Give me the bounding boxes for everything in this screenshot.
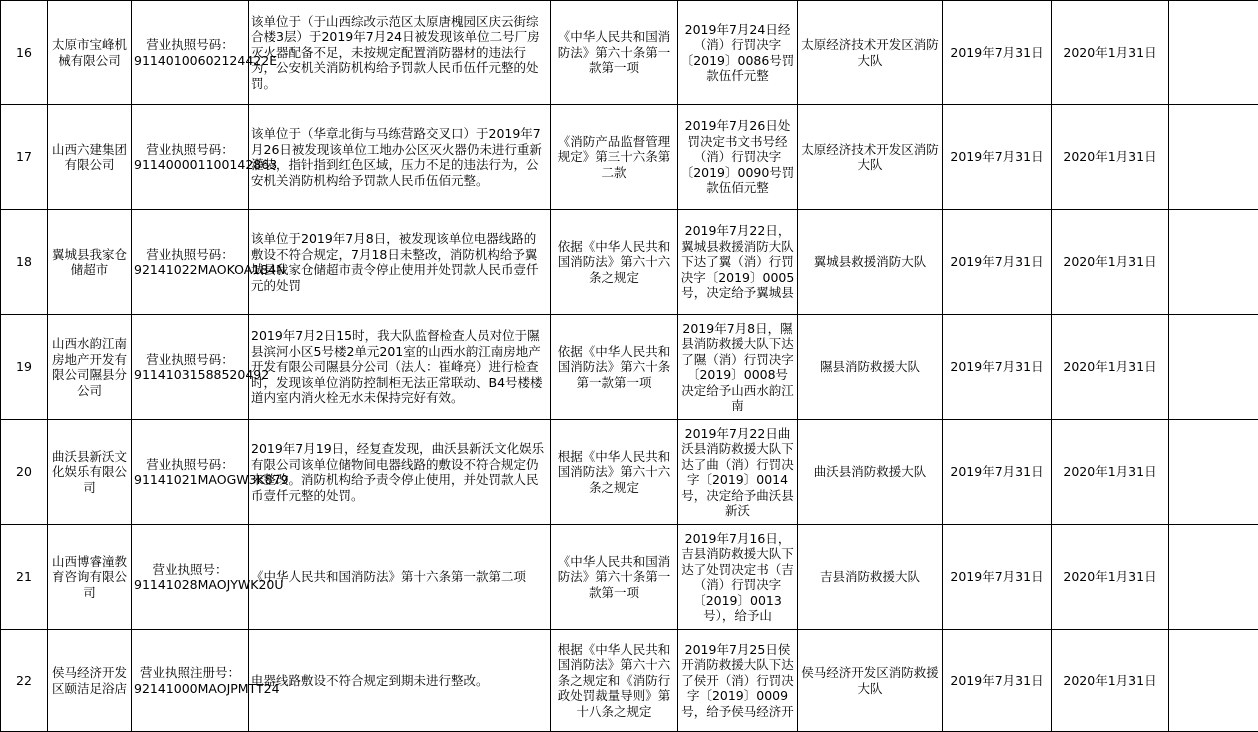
publish-date-text: 2019年7月31日 [950, 149, 1044, 165]
violation-facts-text: 该单位于（华章北街与马练营路交叉口）于2019年7月26日被发现该单位工地办公区灭火器仍未进行重新灌装，指针指到红色区域，压力不足的违法行为，公安机关消防机构给予罚款人民币伍佰元整。 [251, 126, 542, 188]
license-number-text: 营业执照号码：91141031588520492 [134, 351, 270, 382]
penalty-basis-text: 《中华人民共和国消防法》第六十条第一款第一项 [557, 553, 671, 600]
enforcement-authority-cell [798, 315, 943, 420]
license-number-text: 营业执照号码：91141021MAOGW3K879 [134, 456, 289, 487]
penalty-decision-cell [678, 315, 798, 420]
company-name-cell [48, 630, 132, 732]
publish-date-cell [943, 525, 1052, 630]
penalty-basis-cell [551, 105, 678, 210]
publish-date-cell [943, 315, 1052, 420]
violation-facts-text: 2019年7月19日，经复查发现，曲沃县新沃文化娱乐有限公司该单位储物间电器线路的敷设不符合规定仍未整改。消防机构给予责令停止使用，并处罚款人民币壹仟元整的处罚。 [251, 441, 545, 503]
expiry-date-text: 2020年1月31日 [1063, 672, 1157, 688]
penalty-basis-cell [551, 1, 678, 105]
company-name-cell [48, 1, 132, 105]
license-number-text: 营业执照号：91141028MAOJYWK20U [134, 561, 284, 592]
empty-cell [1169, 315, 1258, 420]
row-number-cell [1, 1, 48, 105]
expiry-date-cell [1052, 315, 1169, 420]
penalty-decision-text: 2019年7月26日处罚决定书文书号经（消）行罚决字〔2019〕0090号罚款伍佰元整 [680, 118, 795, 196]
publish-date-text: 2019年7月31日 [950, 254, 1044, 270]
penalty-basis-text: 依据《中华人民共和国消防法》第六十条第一款第一项 [557, 343, 671, 390]
violation-facts-cell [249, 210, 551, 315]
violation-facts-cell [249, 525, 551, 630]
empty-cell [1169, 210, 1258, 315]
expiry-date-cell [1052, 210, 1169, 315]
table-body [1, 1, 1258, 732]
company-name-text: 山西六建集团有限公司 [51, 141, 127, 172]
expiry-date-cell [1052, 105, 1169, 210]
row-number-text: 21 [16, 569, 32, 585]
penalty-basis-text: 《中华人民共和国消防法》第六十条第一款第一项 [557, 29, 671, 76]
license-number-text: 营业执照注册号：92141000MAOJPMTT24 [134, 665, 280, 696]
penalty-basis-cell [551, 210, 678, 315]
row-number-text: 19 [16, 359, 32, 375]
row-number-text: 16 [16, 44, 32, 60]
publish-date-cell [943, 1, 1052, 105]
enforcement-authority-cell [798, 525, 943, 630]
license-number-text: 营业执照号码：911400001100142863 [134, 141, 278, 172]
violation-facts-text: 《中华人民共和国消防法》第十六条第一款第二项 [251, 569, 527, 585]
violation-facts-cell [249, 315, 551, 420]
penalty-decision-cell [678, 210, 798, 315]
company-name-cell [48, 420, 132, 525]
expiry-date-text: 2020年1月31日 [1063, 464, 1157, 480]
expiry-date-text: 2020年1月31日 [1063, 359, 1157, 375]
penalty-decision-text: 2019年7月22日曲沃县消防救援大队下达了曲（消）行罚决字〔2019〕0014号，决定给予曲沃县新沃 [681, 425, 794, 518]
penalty-decision-text: 2019年7月24日经（消）行罚决字〔2019〕0086号罚款伍仟元整 [680, 21, 795, 83]
row-number-text: 20 [16, 464, 32, 480]
enforcement-authority-text: 侯马经济开发区消防救援大队 [801, 665, 939, 696]
expiry-date-cell [1052, 525, 1169, 630]
enforcement-authority-text: 翼城县救援消防大队 [813, 254, 927, 270]
violation-facts-text: 2019年7月2日15时，我大队监督检查人员对位于隰县滨河小区5号楼2单元201室的山西水韵江南房地产开发有限公司隰县分公司（法人：崔峰亮）进行检查时，发现该单位消防控制柜无法正常联动、B4号楼楼道内室内消火栓无水未保持完好有效。 [251, 328, 543, 406]
enforcement-authority-cell [798, 210, 943, 315]
company-name-cell [48, 210, 132, 315]
license-number-cell [132, 1, 278, 105]
license-number-text: 营业执照号码：91140100602124422E [134, 37, 278, 68]
enforcement-authority-cell [798, 105, 943, 210]
expiry-date-cell [1052, 630, 1169, 732]
penalty-decision-cell [678, 420, 798, 525]
license-number-text: 营业执照号码：92141022MAOKOA184N [134, 246, 286, 277]
expiry-date-cell [1052, 1, 1169, 105]
enforcement-authority-text: 太原经济技术开发区消防大队 [801, 141, 939, 172]
license-number-cell [132, 630, 280, 732]
penalty-decision-text: 2019年7月16日，吉县消防救援大队下达了处罚决定书（吉（消）行罚决字〔2019〕0013号），给予山 [681, 530, 794, 623]
violation-facts-cell [249, 1, 551, 105]
license-number-cell [132, 315, 270, 420]
penalty-basis-text: 根据《中华人民共和国消防法》第六十六条之规定和《消防行政处罚裁量导则》第十八条之规定 [557, 641, 671, 719]
penalty-decision-text: 2019年7月8日，隰县消防救援大队下达了隰（消）行罚决字〔2019〕0008号 决定给予山西水韵江南 [681, 320, 794, 413]
penalty-decision-text: 2019年7月22日，翼城县救援消防大队下达了翼（消）行罚决字〔2019〕0005号，决定给予翼城县 [680, 223, 795, 301]
company-name-text: 山西博睿潼教育咨询有限公司 [51, 553, 127, 600]
violation-facts-text: 电器线路敷设不符合规定到期未进行整改。 [251, 672, 489, 688]
expiry-date-text: 2020年1月31日 [1063, 149, 1157, 165]
penalty-decision-cell [678, 105, 798, 210]
expiry-date-text: 2020年1月31日 [1063, 254, 1157, 270]
penalty-basis-text: 依据《中华人民共和国消防法》第六十六条之规定 [557, 238, 671, 285]
enforcement-authority-text: 曲沃县消防救援大队 [813, 464, 927, 480]
row-number-cell [1, 105, 48, 210]
row-number-cell [1, 420, 48, 525]
row-number-cell [1, 315, 48, 420]
publish-date-cell [943, 210, 1052, 315]
violation-facts-cell [249, 630, 551, 732]
table-row [1, 105, 1258, 210]
enforcement-authority-text: 吉县消防救援大队 [819, 569, 920, 585]
publish-date-text: 2019年7月31日 [950, 569, 1044, 585]
penalty-basis-cell [551, 630, 678, 732]
penalty-basis-cell [551, 420, 678, 525]
table-row [1, 420, 1258, 525]
publish-date-text: 2019年7月31日 [950, 359, 1044, 375]
enforcement-authority-cell [798, 1, 943, 105]
penalty-basis-cell [551, 315, 678, 420]
table-row [1, 1, 1258, 105]
row-number-cell [1, 525, 48, 630]
penalty-decision-cell [678, 630, 798, 732]
violation-facts-cell [249, 105, 551, 210]
company-name-text: 曲沃县新沃文化娱乐有限公司 [51, 448, 127, 495]
empty-cell [1169, 1, 1258, 105]
enforcement-authority-text: 太原经济技术开发区消防大队 [801, 37, 939, 68]
empty-cell [1169, 420, 1258, 525]
violation-facts-text: 该单位于2019年7月8日，被发现该单位电器线路的敷设不符合规定，7月18日未整改，消防机构给予翼城县我家仓储超市责令停止使用并处罚款人民币壹仟元的处罚 [251, 231, 539, 293]
penalty-decision-cell [678, 525, 798, 630]
license-number-cell [132, 105, 278, 210]
table-row [1, 525, 1258, 630]
empty-cell [1169, 105, 1258, 210]
empty-cell [1169, 525, 1258, 630]
row-number-cell [1, 210, 48, 315]
company-name-text: 太原市宝峰机械有限公司 [51, 37, 127, 68]
empty-cell [1169, 630, 1258, 732]
row-number-cell [1, 630, 48, 732]
enforcement-authority-cell [798, 420, 943, 525]
table-row [1, 630, 1258, 732]
enforcement-authority-text: 隰县消防救援大队 [819, 359, 920, 375]
publish-date-text: 2019年7月31日 [950, 672, 1044, 688]
table-row [1, 315, 1258, 420]
penalty-decision-text: 2019年7月25日侯开消防救援大队下达了侯开（消）行罚决字〔2019〕0009号，给予侯马经济开 [681, 641, 794, 719]
company-name-cell [48, 105, 132, 210]
company-name-text: 山西水韵江南房地产开发有限公司隰县分公司 [51, 336, 127, 398]
enforcement-authority-cell [798, 630, 943, 732]
row-number-text: 22 [16, 672, 32, 688]
license-number-cell [132, 420, 289, 525]
row-number-text: 18 [16, 254, 32, 270]
license-number-cell [132, 210, 286, 315]
company-name-cell [48, 315, 132, 420]
expiry-date-cell [1052, 420, 1169, 525]
penalty-decision-cell [678, 1, 798, 105]
table-row [1, 210, 1258, 315]
violation-facts-text: 该单位于（于山西综改示范区太原唐槐园区庆云街综合楼3层）于2019年7月24日被发现该单位二号厂房灭火器配备不足，未按规定配置消防器材的违法行为，公安机关消防机构给予罚款人民币伍仟元整的处罚。 [251, 13, 540, 91]
expiry-date-text: 2020年1月31日 [1063, 44, 1157, 60]
license-number-cell [132, 525, 284, 630]
row-number-text: 17 [16, 149, 32, 165]
publish-date-cell [943, 420, 1052, 525]
company-name-cell [48, 525, 132, 630]
penalty-basis-text: 根据《中华人民共和国消防法》第六十六条之规定 [557, 448, 671, 495]
penalty-basis-cell [551, 525, 678, 630]
publish-date-text: 2019年7月31日 [950, 44, 1044, 60]
publish-date-text: 2019年7月31日 [950, 464, 1044, 480]
publish-date-cell [943, 630, 1052, 732]
company-name-text: 翼城县我家仓储超市 [51, 246, 127, 277]
company-name-text: 侯马经济开发区颐洁足浴店 [51, 665, 127, 696]
publish-date-cell [943, 105, 1052, 210]
expiry-date-text: 2020年1月31日 [1063, 569, 1157, 585]
violation-facts-cell [249, 420, 551, 525]
penalty-basis-text: 《消防产品监督管理规定》第三十六条第二款 [557, 133, 671, 180]
